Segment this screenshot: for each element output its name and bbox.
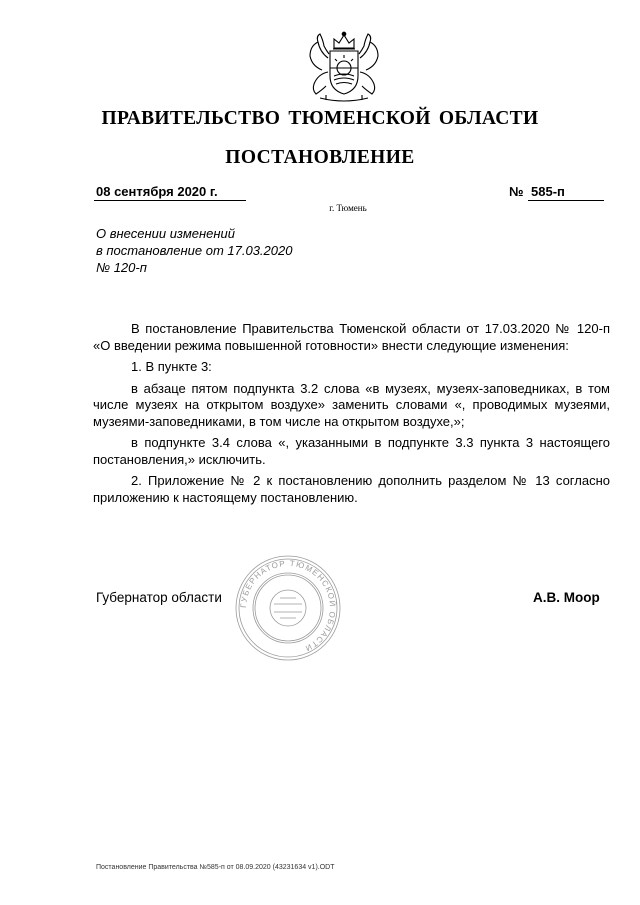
coat-of-arms-icon [296,28,392,106]
document-footer: Постановление Правительства №585-п от 08.09.2020 (43231634 v1).ODT [96,864,335,871]
body-paragraph: в подпункте 3.4 слова «, указанными в подпункте 3.3 пункта 3 настоящего постановления,» исключить. [93,435,610,467]
subject-line: в постановление от 17.03.2020 [96,243,293,258]
body-paragraph: В постановление Правительства Тюменской области от 17.03.2020 № 120-п «О введении режима повышенной готовности» внести следующие изменения: [93,321,610,353]
signer-name: А.В. Моор [533,590,600,605]
body-paragraph: 2. Приложение № 2 к постановлению дополнить разделом № 13 согласно приложению к настоящему постановлению. [93,473,610,505]
document-type-title: ПОСТАНОВЛЕНИЕ [225,147,415,168]
seal-text: ГУБЕРНАТОР ТЮМЕНСКОЙ ОБЛАСТИ [238,558,338,654]
body-paragraph: 1. В пункте 3: [131,359,212,374]
date-underline [94,200,246,201]
document-body [93,321,610,511]
subject-line: № 120-п [96,260,147,275]
document-date: 08 сентября 2020 г. [96,184,218,199]
body-paragraph: в абзаце пятом подпункта 3.2 слова «в музеях, музеях-заповедниках, в том числе музеях на открытом воздухе» заменить словами «, проводимых музеями, музеями-заповедниками, в том числе на открытом воздухе,»; [93,380,610,429]
subject-line: О внесении изменений [96,226,235,241]
official-seal-icon [234,554,342,662]
document-subject [96,225,292,276]
organization-title: ПРАВИТЕЛЬСТВО ТЮМЕНСКОЙ ОБЛАСТИ [101,108,539,129]
document-number: 585-п [531,184,565,199]
number-sign: № [509,184,524,199]
number-underline [528,200,604,201]
document-city: г. Тюмень [329,203,367,213]
signer-position: Губернатор области [96,590,222,605]
